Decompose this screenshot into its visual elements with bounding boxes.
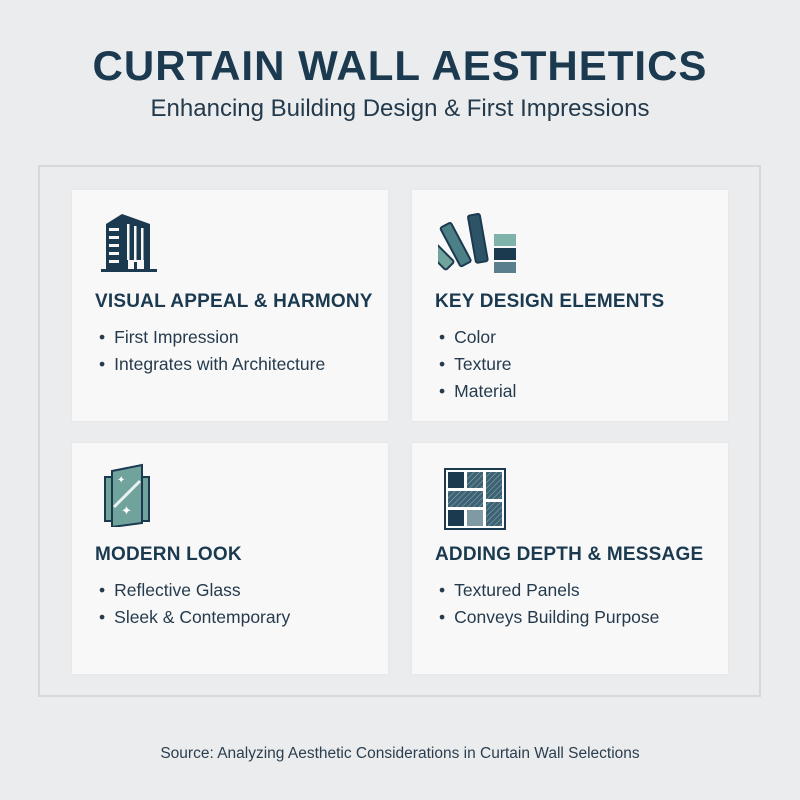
list-item: • Color bbox=[435, 324, 516, 351]
card-heading: MODERN LOOK bbox=[95, 544, 242, 565]
list-item: • Texture bbox=[435, 351, 516, 378]
color-swatch-icon bbox=[438, 210, 520, 274]
card-modern-look bbox=[72, 443, 388, 674]
source-note: Source: Analyzing Aesthetic Considerations in Curtain Wall Selections bbox=[160, 745, 640, 762]
card-heading: KEY DESIGN ELEMENTS bbox=[435, 291, 665, 312]
list-item: • Material bbox=[435, 378, 516, 405]
card-heading: ADDING DEPTH & MESSAGE bbox=[435, 544, 704, 565]
card-heading: VISUAL APPEAL & HARMONY bbox=[95, 291, 373, 312]
list-item: • Integrates with Architecture bbox=[95, 351, 325, 378]
bullet-list bbox=[95, 577, 290, 631]
svg-text:✦: ✦ bbox=[121, 503, 132, 518]
svg-text:✦: ✦ bbox=[117, 475, 126, 486]
list-item: • Textured Panels bbox=[435, 577, 659, 604]
bullet-list bbox=[435, 577, 659, 631]
bullet-list bbox=[95, 324, 325, 378]
glass-panel-icon bbox=[102, 463, 152, 527]
card-key-design-elements bbox=[412, 190, 728, 421]
page-title: CURTAIN WALL AESTHETICS bbox=[92, 42, 708, 89]
bullet-list bbox=[435, 324, 516, 405]
building-icon bbox=[100, 210, 160, 274]
list-item: • Conveys Building Purpose bbox=[435, 604, 659, 631]
textured-panels-icon bbox=[444, 467, 506, 531]
card-adding-depth bbox=[412, 443, 728, 674]
list-item: • First Impression bbox=[95, 324, 325, 351]
card-visual-appeal bbox=[72, 190, 388, 421]
list-item: • Reflective Glass bbox=[95, 577, 290, 604]
list-item: • Sleek & Contemporary bbox=[95, 604, 290, 631]
page-subtitle: Enhancing Building Design & First Impressions bbox=[150, 95, 650, 122]
